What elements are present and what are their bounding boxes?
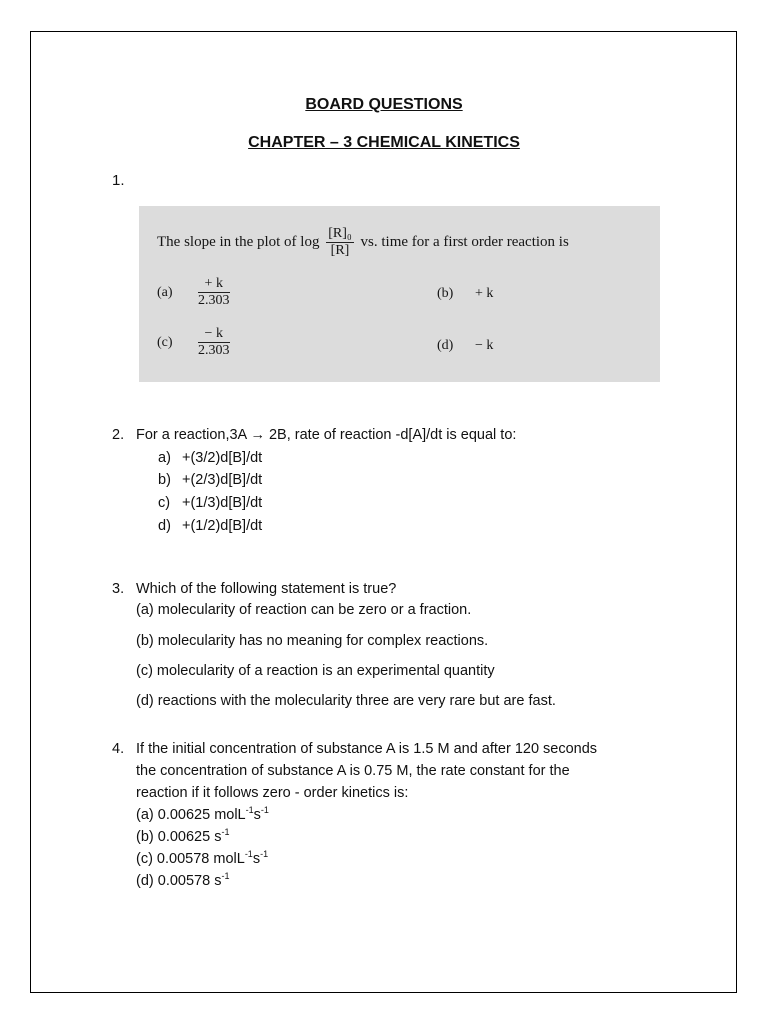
question-1-number: 1.: [112, 172, 125, 189]
option-text: (c) 0.00578 molL: [136, 851, 245, 867]
superscript: -1: [221, 827, 230, 838]
option-a: [157, 276, 233, 309]
option-text: +(1/3)d[B]/dt: [182, 495, 263, 511]
option-fraction: [198, 326, 230, 359]
option-text: +(2/3)d[B]/dt: [182, 472, 263, 488]
option-label: (d): [437, 338, 454, 353]
option-text: + k: [475, 286, 494, 302]
fraction-numerator: − k: [198, 326, 230, 343]
question-number: 2.: [112, 427, 125, 443]
question-2: [112, 424, 672, 544]
option-a: [136, 804, 269, 826]
option-d: [158, 515, 262, 537]
option-text: (d) 0.00578 s: [136, 873, 222, 889]
unit-text: s: [253, 807, 261, 823]
superscript: -1: [244, 849, 253, 860]
superscript: -1: [260, 849, 269, 860]
question-1-scanned-image: [139, 206, 660, 382]
question-1-stem: [157, 226, 569, 259]
option-c: [157, 326, 233, 359]
question-3: [112, 578, 692, 718]
option-c: [136, 848, 268, 870]
log-fraction: [326, 226, 354, 259]
option-text: − k: [475, 338, 494, 354]
question-text-line-2: the concentration of substance A is 0.75 M, the rate constant for the: [136, 763, 570, 779]
fraction-denominator: 2.303: [198, 343, 230, 358]
option-b: [136, 826, 229, 848]
option-c: [158, 492, 262, 514]
option-text: (a) 0.00625 molL: [136, 807, 246, 823]
option-label: (c): [157, 334, 173, 350]
unit-text: s: [252, 851, 261, 867]
option-label: (a): [157, 284, 173, 300]
option-a: [158, 447, 262, 469]
superscript: -1: [221, 871, 230, 882]
stem-prefix: The slope in the plot of log: [157, 233, 320, 250]
superscript: -1: [260, 805, 269, 816]
fraction-numerator: [R]₀: [328, 226, 352, 241]
superscript: -1: [245, 805, 254, 816]
option-letter: b): [158, 472, 171, 488]
fraction-numerator: + k: [198, 276, 230, 293]
question-text-line-3: reaction if it follows zero - order kinetics is:: [136, 785, 409, 801]
option-letter: d): [158, 518, 171, 534]
question-number: 4.: [112, 741, 125, 757]
fraction-denominator: 2.303: [198, 293, 230, 308]
option-a: (a) molecularity of reaction can be zero or a fraction.: [136, 602, 472, 618]
chapter-title: CHAPTER – 3 CHEMICAL KINETICS: [248, 134, 520, 151]
option-d: [437, 338, 493, 354]
option-label: (b): [437, 286, 454, 301]
option-d: [136, 870, 229, 892]
option-c: (c) molecularity of a reaction is an experimental quantity: [136, 663, 495, 679]
question-number: 3.: [112, 581, 125, 597]
option-b: [158, 469, 262, 491]
option-text: +(3/2)d[B]/dt: [182, 450, 263, 466]
fraction-denominator: [R]: [330, 243, 350, 258]
option-d: (d) reactions with the molecularity three are very rare but are fast.: [136, 693, 556, 709]
question-4: [112, 738, 712, 898]
option-b: (b) molecularity has no meaning for complex reactions.: [136, 633, 489, 649]
option-text: +(1/2)d[B]/dt: [182, 518, 263, 534]
option-b: [437, 286, 493, 302]
question-text-line-1: If the initial concentration of substance A is 1.5 M and after 120 seconds: [136, 741, 598, 757]
question-text: For a reaction,3A → 2B, rate of reaction -d[A]/dt is equal to:: [136, 427, 517, 443]
option-letter: c): [158, 495, 171, 511]
option-text: (b) 0.00625 s: [136, 829, 222, 845]
option-letter: a): [158, 450, 171, 466]
page-title: BOARD QUESTIONS: [305, 96, 463, 113]
option-fraction: [198, 276, 230, 309]
question-text: Which of the following statement is true?: [136, 581, 397, 597]
stem-suffix: vs. time for a first order reaction is: [360, 233, 569, 250]
